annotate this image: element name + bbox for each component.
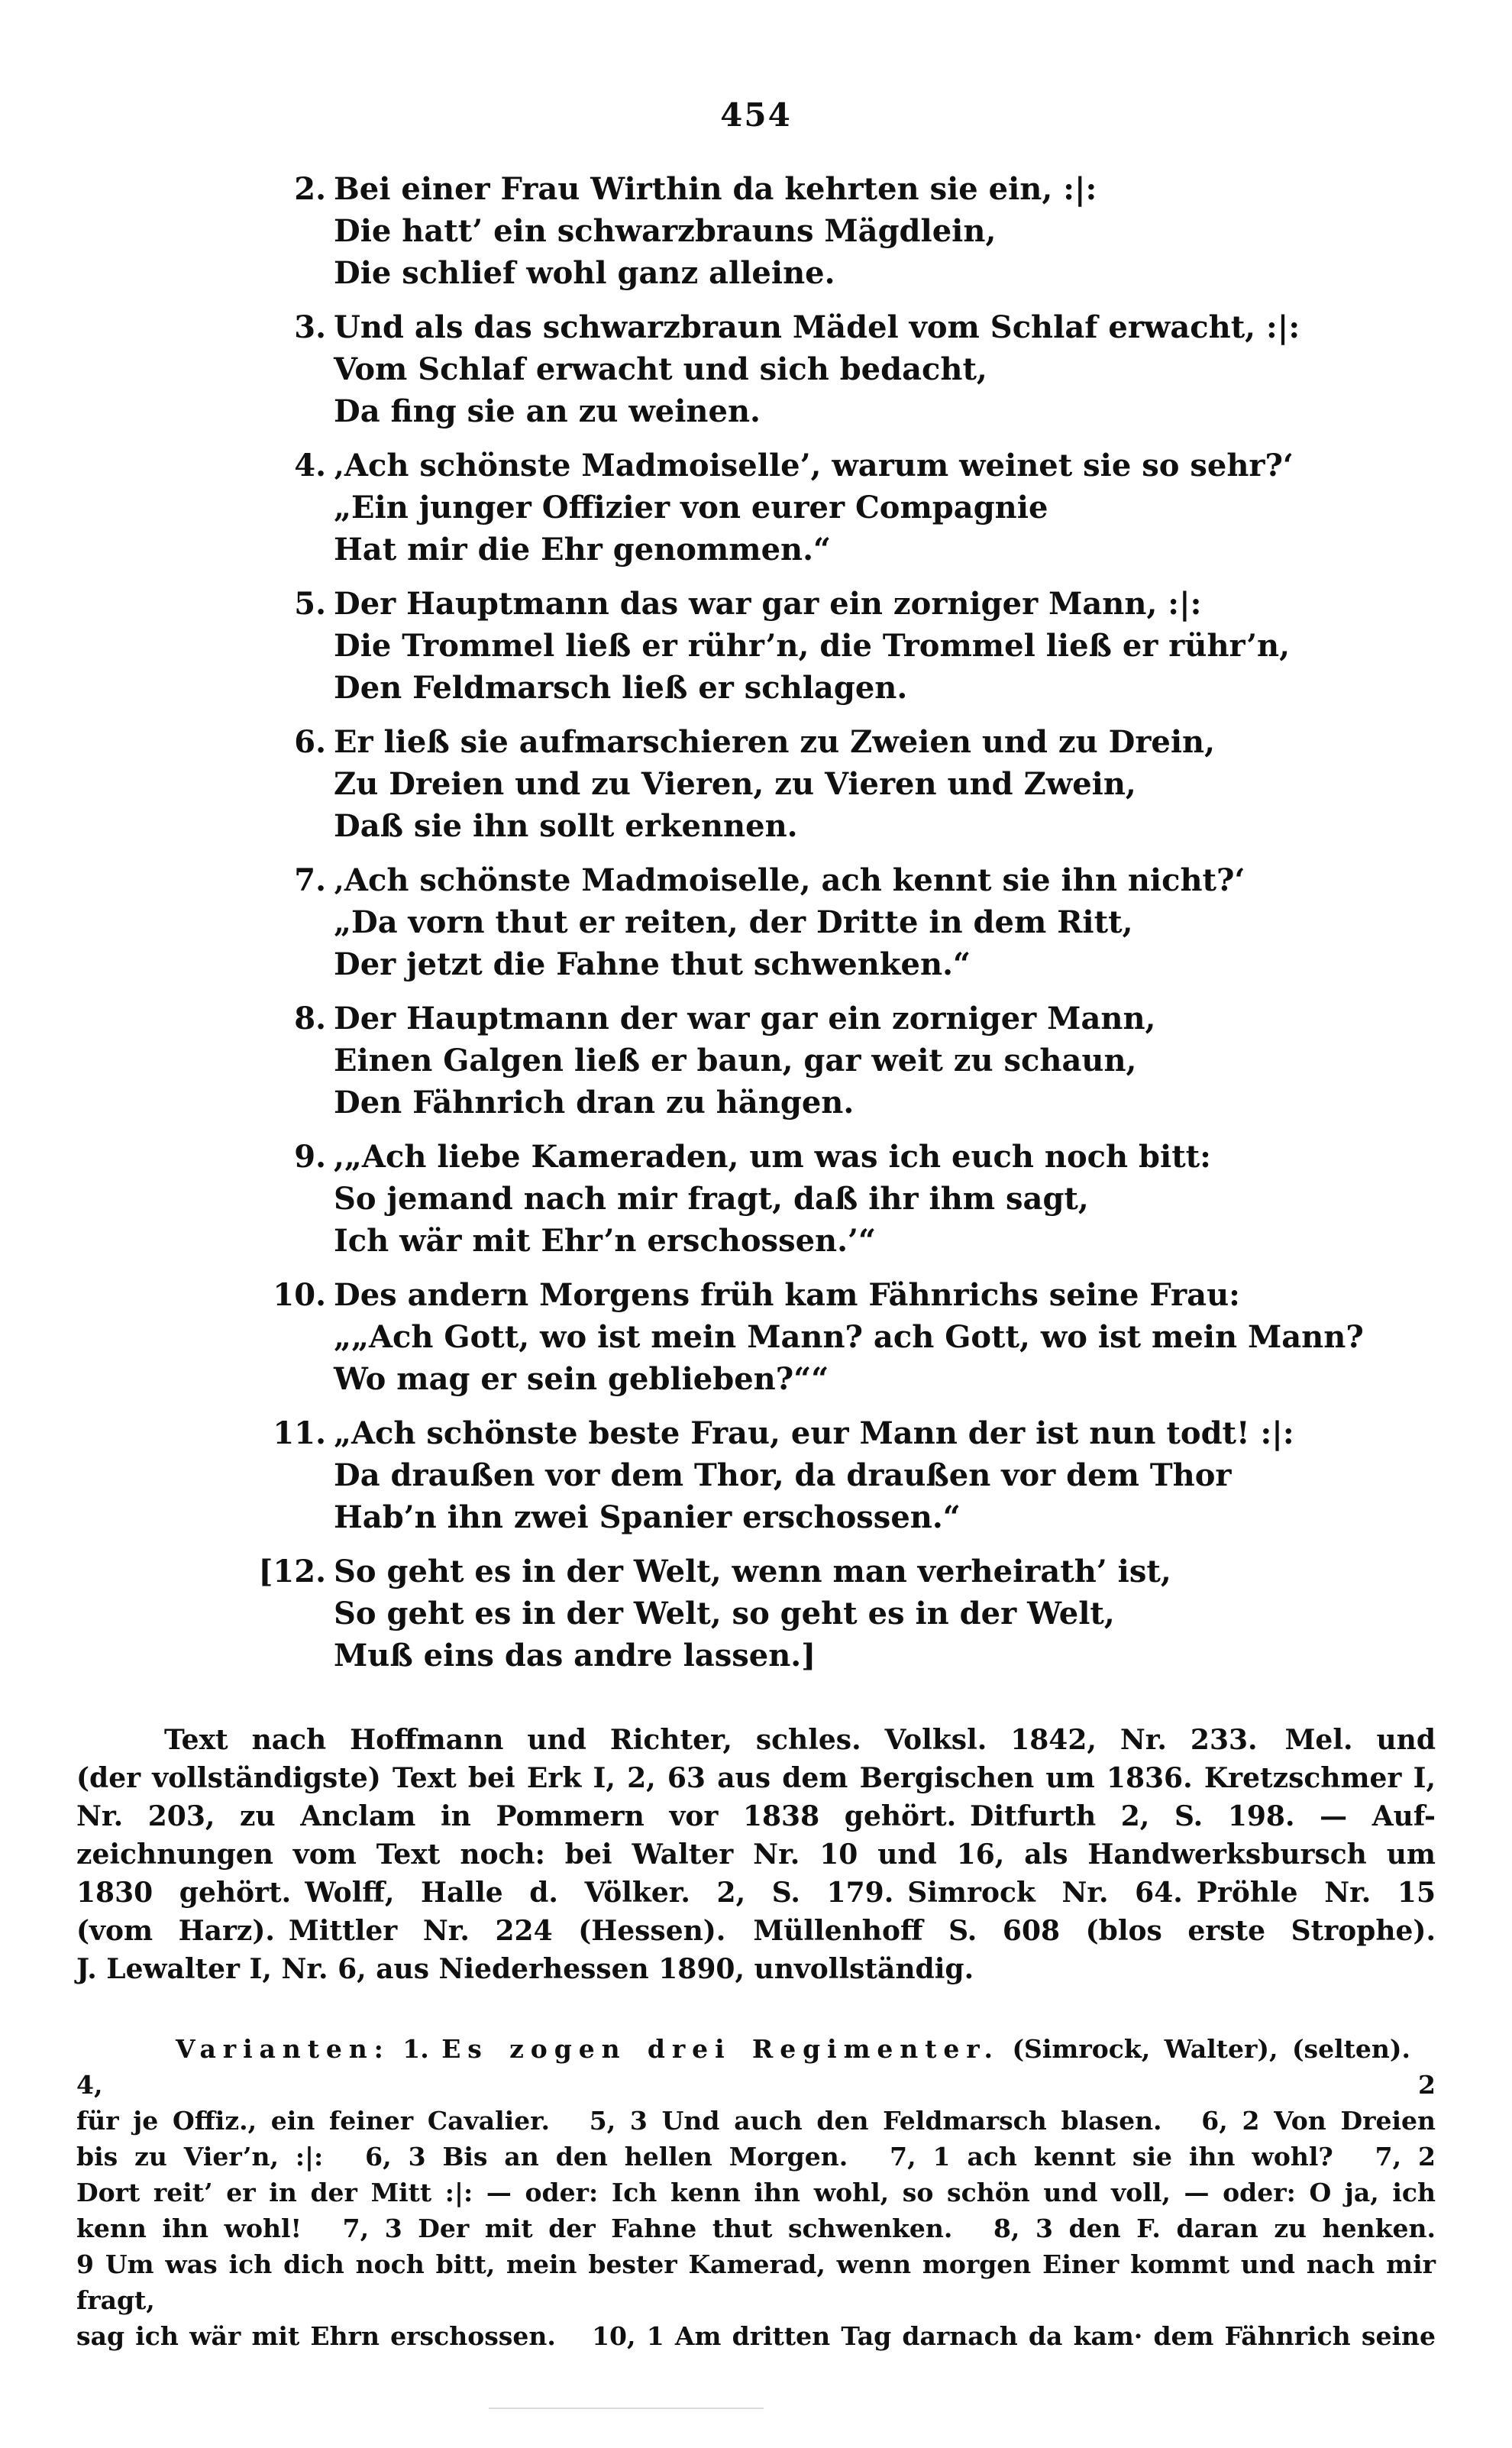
verse-line: Hat mir die Ehr genommen.“ — [334, 532, 832, 568]
verse-line: Er ließ sie aufmarschieren zu Zweien und zu Drein, — [334, 724, 1216, 760]
verse-line: So jemand nach mir fragt, daß ihr ihm sagt, — [334, 1181, 1089, 1217]
note-line: J. Lewalter I, Nr. 6, aus Niederhessen 1890, unvollständig. — [76, 1953, 974, 1985]
verse-number: 3. — [294, 309, 326, 345]
verses — [241, 168, 1436, 1677]
verse-line: ‚Ach schönste Madmoiselle’, warum weinet sie so sehr?‘ — [334, 448, 1294, 483]
varianten-line: Dort reit’ er in der Mitt :|: — oder: Ich kenn ihn wohl, so schön und voll, — oder: O ja, ich — [76, 2178, 1436, 2207]
verse-line: So geht es in der Welt, so geht es in der Welt, — [334, 1596, 1115, 1631]
verse-number: 8. — [294, 1001, 326, 1036]
verse-number: 2. — [294, 171, 326, 207]
verse-line: Den Feldmarsch ließ er schlagen. — [334, 670, 908, 706]
note-line: (der vollständigste) Text bei Erk I, 2, 63 aus dem Bergischen um 1836. Kretzschmer I, — [76, 1762, 1436, 1794]
verse-line: Hab’n ihn zwei Spanier erschossen.“ — [334, 1499, 961, 1535]
varianten-line: kenn ihn wohl! 7, 3 Der mit der Fahne thut schwenken. 8, 3 den F. daran zu henken. — [76, 2214, 1436, 2243]
verse — [241, 583, 1436, 709]
verse-line: „Ach schönste beste Frau, eur Mann der ist nun todt! :|: — [334, 1415, 1294, 1451]
notes-paragraph — [76, 1721, 1436, 1988]
verse-line: Der Hauptmann das war gar ein zorniger Mann, :|: — [334, 586, 1202, 622]
verse — [241, 859, 1436, 985]
verse-line: Bei einer Frau Wirthin da kehrten sie ein, :|: — [334, 171, 1097, 207]
verse-line: Da fing sie an zu weinen. — [334, 393, 761, 429]
verse-lines — [334, 445, 1436, 571]
verse-lines — [334, 1136, 1436, 1262]
verse — [241, 1136, 1436, 1262]
verse-number: 9. — [294, 1139, 326, 1175]
varianten-line — [76, 2031, 1436, 2103]
verse-line: Einen Galgen ließ er baun, gar weit zu schaun, — [334, 1043, 1137, 1078]
verse-number: 5. — [294, 586, 326, 622]
page-number: 454 — [720, 96, 792, 134]
plain-text: 1. — [389, 2034, 442, 2064]
bottom-rule — [489, 2408, 764, 2409]
verse-line: Ich wär mit Ehr’n erschossen.’“ — [334, 1223, 876, 1259]
spaced-text: Es zogen drei Regimenter. — [441, 2034, 1000, 2064]
verse-line: „Da vorn thut er reiten, der Dritte in dem Ritt, — [334, 904, 1133, 940]
verse-line: Wo mag er sein geblieben?““ — [334, 1361, 829, 1397]
verse-line: Die schlief wohl ganz alleine. — [334, 255, 835, 291]
verse — [241, 168, 1436, 294]
verse-line: Zu Dreien und zu Vieren, zu Vieren und Zwein, — [334, 766, 1136, 802]
verse — [241, 721, 1436, 847]
verse-line: Und als das schwarzbraun Mädel vom Schlaf erwacht, :|: — [334, 309, 1300, 345]
verse-line: „Ein junger Offizier von eurer Compagnie — [334, 490, 1048, 525]
verse-lines — [334, 583, 1436, 709]
verse-line: Den Fähnrich dran zu hängen. — [334, 1085, 855, 1121]
verse-line: Der jetzt die Fahne thut schwenken.“ — [334, 946, 971, 982]
verse — [241, 1412, 1436, 1538]
verse-line: So geht es in der Welt, wenn man verheirath’ ist, — [334, 1554, 1171, 1589]
verse-line: Vom Schlaf erwacht und sich bedacht, — [334, 351, 987, 387]
varianten-line: für je Offiz., ein feiner Cavalier. 5, 3 Und auch den Feldmarsch blasen. 6, 2 Von Dreien — [76, 2106, 1436, 2136]
verse-lines — [334, 721, 1436, 847]
verse-number: 10. — [273, 1277, 326, 1313]
verse-line: Die Trommel ließ er rühr’n, die Trommel ließ er rühr’n, — [334, 628, 1291, 664]
verse-number: 11. — [273, 1415, 326, 1451]
note-line: Text nach Hoffmann und Richter, schles. Volksl. 1842, Nr. 233. Mel. und — [164, 1724, 1436, 1756]
verse-line: „„Ach Gott, wo ist mein Mann? ach Gott, wo ist mein Mann? — [334, 1319, 1364, 1355]
note-line: (vom Harz). Mittler Nr. 224 (Hessen). Müllenhoff S. 608 (blos erste Strophe). — [76, 1915, 1436, 1947]
note-line: zeichnungen vom Text noch: bei Walter Nr. 10 und 16, als Handwerksbursch um — [76, 1838, 1436, 1871]
verse-line: Da draußen vor dem Thor, da draußen vor dem Thor — [334, 1457, 1232, 1493]
verse-line: Muß eins das andre lassen.] — [334, 1638, 816, 1674]
verse — [241, 998, 1436, 1124]
plain-text: (Simrock, Walter), (selten). 4, 2 — [76, 2034, 1436, 2100]
verse-lines — [334, 1412, 1436, 1538]
verse-line: ‚Ach schönste Madmoiselle, ach kennt sie ihn nicht?‘ — [334, 862, 1245, 898]
verse-lines — [334, 859, 1436, 985]
verse-number: 6. — [294, 724, 326, 760]
verse — [241, 306, 1436, 432]
verse-lines — [334, 306, 1436, 432]
verse-line: Des andern Morgens früh kam Fähnrichs seine Frau: — [334, 1277, 1240, 1313]
verse-line: ,„Ach liebe Kameraden, um was ich euch noch bitt: — [334, 1139, 1211, 1175]
spaced-text: Varianten: — [176, 2034, 390, 2064]
verse-number: [12. — [258, 1554, 326, 1589]
note-line: Nr. 203, zu Anclam in Pommern vor 1838 gehört. Ditfurth 2, S. 198. — Auf- — [76, 1800, 1436, 1832]
varianten-paragraph — [76, 2031, 1436, 2354]
verse-lines — [334, 1551, 1436, 1677]
verse-lines — [334, 1274, 1436, 1400]
verse-line: Die hatt’ ein schwarzbrauns Mägdlein, — [334, 213, 997, 249]
verse-line: Daß sie ihn sollt erkennen. — [334, 808, 798, 844]
note-line: 1830 gehört. Wolff, Halle d. Völker. 2, S. 179. Simrock Nr. 64. Pröhle Nr. 15 — [76, 1877, 1436, 1909]
verse — [241, 1274, 1436, 1400]
verse-lines — [334, 168, 1436, 294]
varianten-line: sag ich wär mit Ehrn erschossen. 10, 1 Am dritten Tag darnach da kam· dem Fähnrich seine — [76, 2321, 1436, 2351]
verse — [241, 445, 1436, 571]
verse-lines — [334, 998, 1436, 1124]
verse — [241, 1551, 1436, 1677]
verse-line: Der Hauptmann der war gar ein zorniger Mann, — [334, 1001, 1156, 1036]
verse-number: 7. — [294, 862, 326, 898]
varianten-line: bis zu Vier’n, :|: 6, 3 Bis an den hellen Morgen. 7, 1 ach kennt sie ihn wohl? 7, 2 — [76, 2142, 1436, 2172]
verse-number: 4. — [294, 448, 326, 483]
varianten-line: 9 Um was ich dich noch bitt, mein bester Kamerad, wenn morgen Einer kommt und nach mir fragt, — [76, 2249, 1436, 2315]
